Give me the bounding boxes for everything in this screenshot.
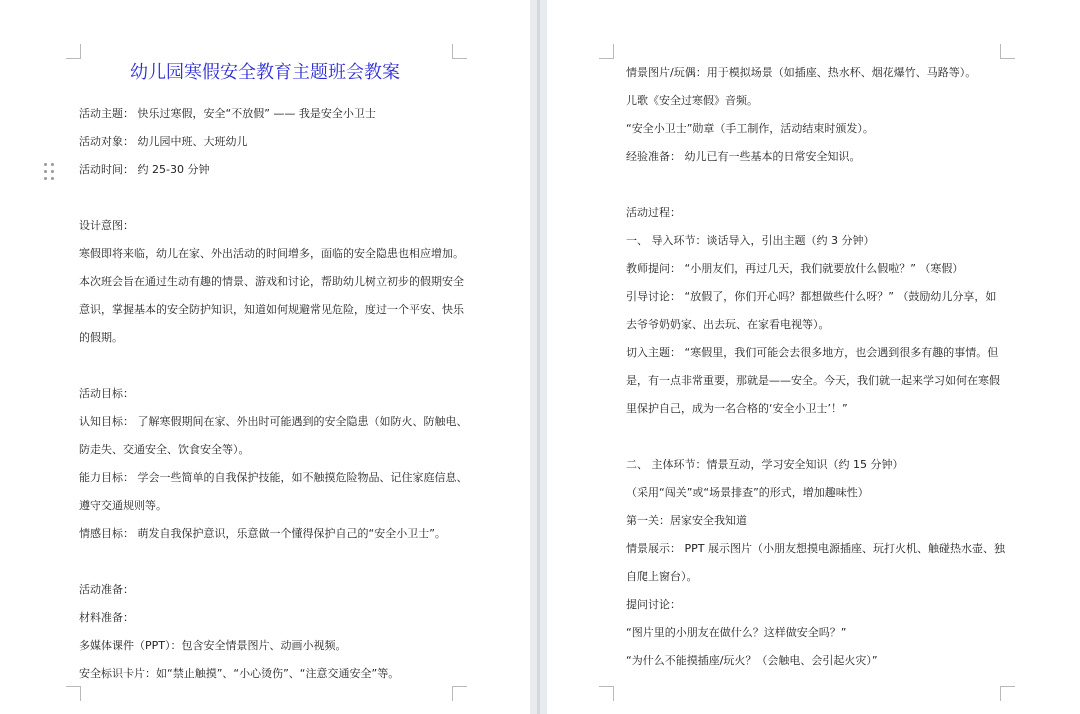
paragraph-line: （采用“闯关”或“场景排查”的形式，增加趣味性） [626,486,869,499]
paragraph-line: 里保护自己，成为一名合格的‘安全小卫士’！” [626,402,848,415]
section-heading: 活动过程： [626,206,681,219]
paragraph-line: “为什么不能摸插座/玩火？（会触电、会引起火灾）” [626,654,878,667]
section-heading: 二、 主体环节：情景互动，学习安全知识（约 15 分钟） [626,458,904,471]
paragraph-line: 安全标识卡片：如“禁止触摸”、“小心烫伤”、“注意交通安全”等。 [79,667,400,680]
margin-corner-mark [1000,44,1015,59]
paragraph-line: 材料准备： [79,611,134,624]
margin-corner-mark [599,44,614,59]
document-page-right [547,0,1080,714]
paragraph-line: 经验准备： 幼儿已有一些基本的日常安全知识。 [626,150,861,163]
paragraph-line: “安全小卫士”勋章（手工制作，活动结束时颁发）。 [626,122,874,135]
paragraph-line: 遵守交通规则等。 [79,499,167,512]
paragraph-line: 寒假即将来临，幼儿在家、外出活动的时间增多，面临的安全隐患也相应增加。 [79,247,464,260]
paragraph-line: 教师提问： “小朋友们，再过几天，我们就要放什么假啦？” （寒假） [626,262,964,275]
paragraph-line: 切入主题： “寒假里，我们可能会去很多地方，也会遇到很多有趣的事情。但 [626,346,999,359]
margin-corner-mark [452,686,467,701]
margin-corner-mark [66,686,81,701]
paragraph-line: 能力目标： 学会一些简单的自我保护技能，如不触摸危险物品、记住家庭信息、 [79,471,468,484]
paragraph-line: 的假期。 [79,331,123,344]
paragraph-line: 情景图片/玩偶：用于模拟场景（如插座、热水杯、烟花爆竹、马路等）。 [626,66,977,79]
paragraph-line: 是，有一点非常重要，那就是——安全。今天，我们就一起来学习如何在寒假 [626,374,1000,387]
margin-corner-mark [66,44,81,59]
paragraph-line: 情感目标： 萌发自我保护意识，乐意做一个懂得保护自己的“安全小卫士”。 [79,527,446,540]
section-heading: 活动目标： [79,387,134,400]
paragraph-line: 一、 导入环节：谈话导入，引出主题（约 3 分钟） [626,234,875,247]
paragraph-line: 意识，掌握基本的安全防护知识，知道如何规避常见危险，度过一个平安、快乐 [79,303,464,316]
paragraph-line: 防走失、交通安全、饮食安全等）。 [79,443,250,456]
margin-corner-mark [599,686,614,701]
paragraph-line: 引导讨论： “放假了，你们开心吗？都想做些什么呀？” （鼓励幼儿分享，如 [626,290,997,303]
paragraph-line: 第一关：居家安全我知道 [626,514,747,527]
paragraph-line: 本次班会旨在通过生动有趣的情景、游戏和讨论，帮助幼儿树立初步的假期安全 [79,275,464,288]
section-heading: 活动准备： [79,583,134,596]
drag-handle-icon[interactable] [44,163,56,181]
page-divider [537,0,540,714]
paragraph-line: 认知目标： 了解寒假期间在家、外出时可能遇到的安全隐患（如防火、防触电、 [79,415,468,428]
section-heading: 设计意图： [79,219,134,232]
paragraph-line: 自爬上窗台）。 [626,570,698,583]
document-page-left [0,0,530,714]
paragraph-line: 儿歌《安全过寒假》音频。 [626,94,758,107]
paragraph-line: 多媒体课件（PPT）：包含安全情景图片、动画小视频。 [79,639,347,652]
activity-time-line: 活动时间： 约 25-30 分钟 [79,163,210,176]
margin-corner-mark [1000,686,1015,701]
margin-corner-mark [452,44,467,59]
document-title: 幼儿园寒假安全教育主题班会教案 [130,62,400,83]
paragraph-line: 情景展示： PPT 展示图片（小朋友想摸电源插座、玩打火机、触碰热水壶、独 [626,542,1005,555]
paragraph-line: 去爷爷奶奶家、出去玩、在家看电视等）。 [626,318,830,331]
activity-theme-line: 活动主题： 快乐过寒假，安全“不放假” —— 我是安全小卫士 [79,107,376,120]
paragraph-line: “图片里的小朋友在做什么？这样做安全吗？” [626,626,847,639]
paragraph-line: 提问讨论： [626,598,681,611]
activity-target-line: 活动对象： 幼儿园中班、大班幼儿 [79,135,248,148]
